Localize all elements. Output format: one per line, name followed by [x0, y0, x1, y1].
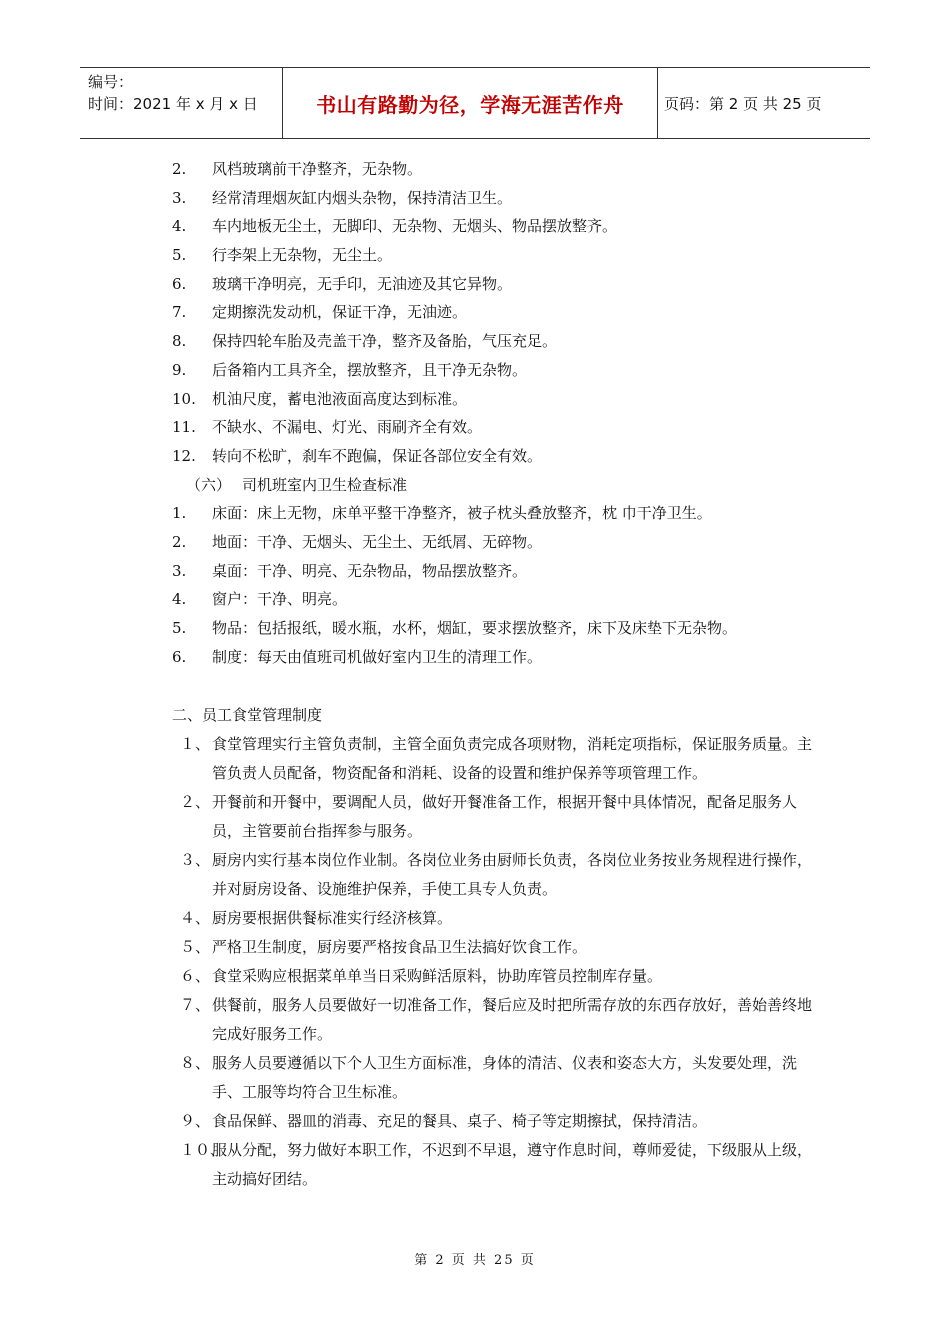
- item-number: ５、: [180, 938, 211, 957]
- list-item: [172, 991, 822, 1049]
- item-text: 风档玻璃前干净整齐，无杂物。: [212, 160, 423, 178]
- section-2-heading: 二、员工食堂管理制度: [172, 706, 323, 725]
- item-number: 5.: [172, 619, 187, 637]
- list-item: [172, 184, 822, 213]
- header-number-label: 编号：: [88, 73, 134, 91]
- section-6-number: （六）: [186, 475, 232, 494]
- item-number: 6.: [172, 647, 187, 666]
- item-text: 物品：包括报纸，暖水瓶，水杯，烟缸，要求摆放整齐，床下及床垫下无杂物。: [212, 619, 738, 637]
- header-meta: [88, 71, 258, 115]
- item-number: 11.: [172, 418, 196, 437]
- item-text: 厨房内实行基本岗位作业制。各岗位业务由厨师长负责，各岗位业务按业务规程进行操作，并对厨房设备、设施维护保养，手使工具专人负责。: [212, 851, 813, 899]
- header-motto: 书山有路勤为径，学海无涯苦作舟: [282, 68, 658, 138]
- item-text: 供餐前，服务人员要做好一切准备工作，餐后应及时把所需存放的东西存放好，善始善终地完成好服务工作。: [212, 996, 813, 1044]
- item-number: 7.: [172, 303, 187, 322]
- section-6-heading: [172, 471, 822, 500]
- item-text: 制度：每天由值班司机做好室内卫生的清理工作。: [212, 647, 543, 666]
- list-item: [172, 557, 822, 586]
- item-number: 1.: [172, 504, 187, 523]
- list-item: [172, 327, 822, 356]
- item-number: １、: [180, 735, 211, 754]
- header-date: 时间：2021 年 x 月 x 日: [88, 95, 258, 113]
- item-text: 不缺水、不漏电、灯光、雨刷齐全有效。: [212, 418, 483, 437]
- item-text: 保持四轮车胎及壳盖干净，整齐及备胎，气压充足。: [212, 332, 558, 351]
- list-item: [172, 1049, 822, 1107]
- item-number: 12.: [172, 446, 196, 465]
- item-number: 9.: [172, 360, 187, 379]
- item-text: 定期擦洗发动机，保证干净，无油迹。: [212, 303, 468, 322]
- item-number: 10.: [172, 389, 196, 408]
- list-item: [172, 585, 822, 614]
- item-text: 床面：床上无物，床单平整干净整齐，被子枕头叠放整齐，枕 巾干净卫生。: [212, 504, 712, 523]
- item-number: 4.: [172, 590, 187, 609]
- header-page-number: 页码：第 2 页 共 25 页: [664, 94, 822, 113]
- item-number: ６、: [180, 967, 211, 986]
- item-text: 食品保鲜、器皿的消毒、充足的餐具、桌子、椅子等定期擦拭，保持清洁。: [212, 1112, 708, 1131]
- list-item: [172, 962, 822, 991]
- page-footer: 第 2 页 共 25 页: [414, 1253, 536, 1268]
- item-text: 地面：干净、无烟头、无尘土、无纸屑、无碎物。: [212, 532, 543, 551]
- item-text: 开餐前和开餐中，要调配人员，做好开餐准备工作，根据开餐中具体情况，配备足服务人员，主管要前台指挥参与服务。: [212, 793, 798, 841]
- room-hygiene-list: [172, 499, 822, 671]
- item-text: 严格卫生制度，厨房要严格按食品卫生法搞好饮食工作。: [212, 938, 588, 957]
- canteen-rules-list: [172, 730, 822, 1194]
- page-header: [80, 67, 870, 139]
- list-item: [172, 846, 822, 904]
- item-number: 5.: [172, 246, 187, 265]
- list-item: [172, 241, 822, 270]
- list-item: [172, 499, 822, 528]
- list-item: [172, 904, 822, 933]
- item-text: 服务人员要遵循以下个人卫生方面标准，身体的清洁、仪表和姿态大方，头发要处理，洗手、工服等均符合卫生标准。: [212, 1054, 798, 1102]
- list-item: [172, 413, 822, 442]
- item-text: 玻璃干净明亮，无手印，无油迹及其它异物。: [212, 274, 513, 293]
- list-item: [172, 1136, 822, 1194]
- item-number: 8.: [172, 332, 187, 351]
- list-item: [172, 385, 822, 414]
- vehicle-hygiene-list: [172, 155, 822, 471]
- item-text: 行李架上无杂物，无尘土。: [212, 246, 393, 265]
- item-number: ７、: [180, 996, 211, 1015]
- item-number: ８、: [180, 1054, 211, 1073]
- item-text: 转向不松旷，刹车不跑偏，保证各部位安全有效。: [212, 446, 543, 465]
- item-number: 2.: [172, 532, 187, 551]
- list-item: [172, 442, 822, 471]
- item-text: 桌面：干净、明亮、无杂物品，物品摆放整齐。: [212, 561, 528, 580]
- list-item: [172, 528, 822, 557]
- item-number: 3.: [172, 188, 187, 207]
- list-item: [172, 788, 822, 846]
- item-text: 经常清理烟灰缸内烟头杂物，保持清洁卫生。: [212, 188, 513, 207]
- item-text: 车内地板无尘土，无脚印、无杂物、无烟头、物品摆放整齐。: [212, 217, 618, 236]
- list-item: [172, 270, 822, 299]
- item-number: １０、: [180, 1141, 226, 1160]
- item-text: 后备箱内工具齐全，摆放整齐，且干净无杂物。: [212, 360, 528, 379]
- list-item: [172, 643, 822, 672]
- item-number: 4.: [172, 217, 187, 236]
- document-body: [172, 155, 822, 1194]
- item-text: 服从分配，努力做好本职工作，不迟到不早退，遵守作息时间，尊师爱徒，下级服从上级，主动搞好团结。: [212, 1141, 813, 1189]
- item-number: 3.: [172, 561, 187, 580]
- item-number: 6.: [172, 274, 187, 293]
- list-item: [172, 614, 822, 643]
- item-text: 机油尺度，蓄电池液面高度达到标准。: [212, 389, 468, 408]
- list-item: [172, 730, 822, 788]
- item-number: 2.: [172, 160, 187, 178]
- list-item: [172, 298, 822, 327]
- item-number: ９、: [180, 1112, 211, 1131]
- item-text: 窗户：干净、明亮。: [212, 590, 348, 609]
- list-item: [172, 155, 822, 184]
- list-item: [172, 212, 822, 241]
- list-item: [172, 356, 822, 385]
- list-item: [172, 933, 822, 962]
- list-item: [172, 1107, 822, 1136]
- item-number: ４、: [180, 909, 211, 928]
- item-text: 食堂采购应根据菜单单当日采购鲜活原料，协助库管员控制库存量。: [212, 967, 663, 986]
- item-number: ３、: [180, 851, 211, 870]
- item-text: 食堂管理实行主管负责制，主管全面负责完成各项财物，消耗定项指标，保证服务质量。主管负责人员配备，物资配备和消耗、设备的设置和维护保养等项管理工作。: [212, 735, 813, 783]
- item-number: ２、: [180, 793, 211, 812]
- section-6-title: 司机班室内卫生检查标准: [242, 475, 408, 494]
- item-text: 厨房要根据供餐标准实行经济核算。: [212, 909, 453, 928]
